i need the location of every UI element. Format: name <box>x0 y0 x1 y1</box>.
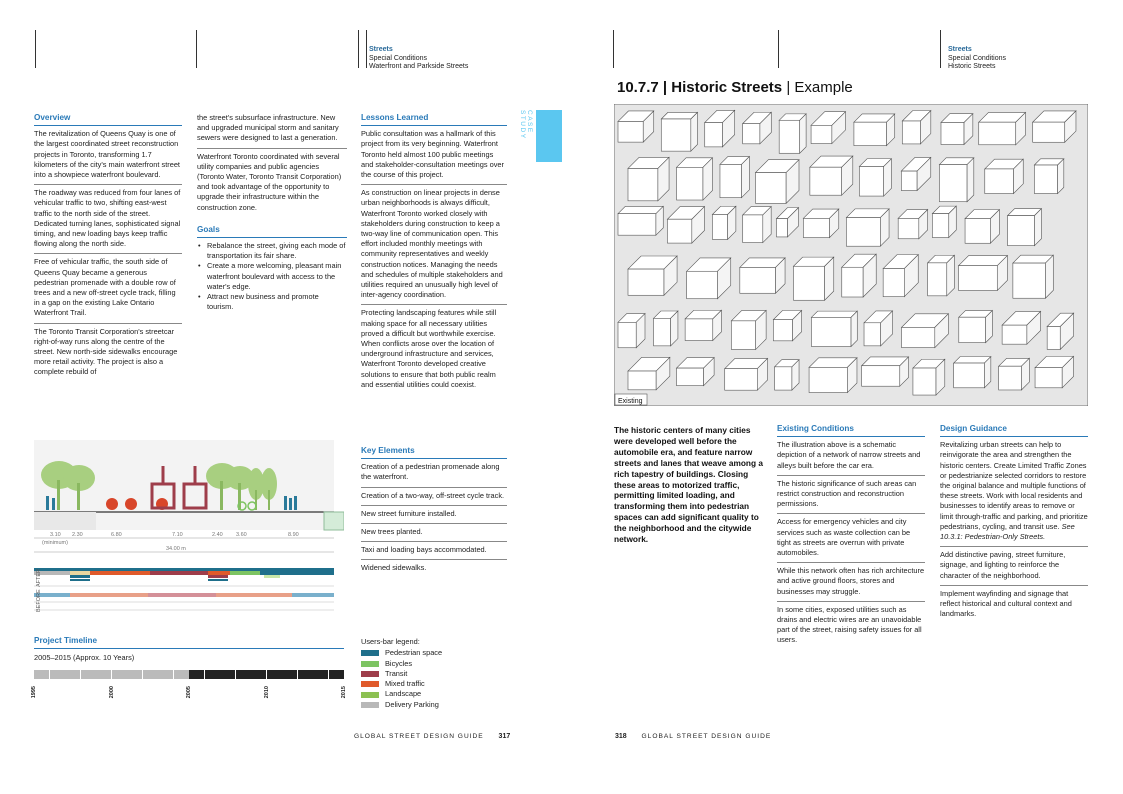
building-facade <box>811 317 851 346</box>
existing-paragraph: While this network often has rich architecture and active ground floors, stores and businesses may struggle. <box>777 562 925 597</box>
timeline-year-label: 2000 <box>109 686 115 699</box>
goals-heading: Goals <box>197 225 347 238</box>
legend-item <box>361 669 507 679</box>
legend-label: Transit <box>385 668 408 678</box>
building-facade <box>941 123 964 145</box>
building-facade <box>756 173 787 204</box>
intro-paragraph: The historic centers of many cities were developed well before the automobile era, and feature narrow streets and lanes that weave among a rich tapestry of buildings. Closing these areas to motorized traffic, permitting limited loading, and transforming them into pedestrian spaces can add significant quality to the neighborhood and the citywide network. <box>614 425 763 545</box>
timeline-year-label: 2015 <box>341 686 347 699</box>
timeline-cell <box>143 670 158 679</box>
building-facade <box>712 214 727 239</box>
building-facade <box>842 267 863 297</box>
legend-item <box>361 689 507 699</box>
header-rule <box>366 30 367 68</box>
lessons-paragraph: Public consultation was a hallmark of this project from its very beginning. Waterfront Toronto held almost 100 public meetings and stakeholder-consultation meetings over the course of this project. <box>361 129 504 180</box>
right-footer <box>615 733 771 740</box>
building-facade <box>1033 122 1065 142</box>
key-element-item: Creation of a pedestrian promenade along the waterfront. <box>361 462 500 482</box>
key-element-item: New trees planted. <box>361 523 507 537</box>
timeline-cell <box>236 670 251 679</box>
overview-paragraph: Waterfront Toronto coordinated with several utility companies and public agencies (Toronto Water, Toronto Transit Corporation) and took advantage of the opportunity to upgrade their infrastructure within the construction zone. <box>197 148 347 213</box>
building-facade <box>618 121 643 142</box>
header-topic: Historic Streets <box>948 63 996 70</box>
guidance-paragraph: Implement wayfinding and signage that reflect historical and cultural context and landmarks. <box>940 585 1088 620</box>
header-rule <box>778 30 779 68</box>
legend-swatch <box>361 681 379 687</box>
timeline-cell <box>298 670 313 679</box>
header-rule <box>613 30 614 68</box>
header-rule <box>358 30 359 68</box>
case-study-label: CASE STUDY <box>519 110 533 140</box>
left-footer <box>354 733 510 740</box>
building-facade <box>985 169 1014 194</box>
timeline-cell <box>81 670 96 679</box>
dimension-label: 2.40 <box>212 532 223 538</box>
goal-item: • Rebalance the street, giving each mode of transportation its fair share. <box>207 241 347 261</box>
building-facade <box>928 263 947 296</box>
legend-label: Pedestrian space <box>385 648 443 658</box>
dimension-label: 3.60 <box>236 532 247 538</box>
key-element-item: New street furniture installed. <box>361 505 507 519</box>
overview-continued <box>197 113 347 312</box>
building-facade <box>628 269 664 295</box>
building-facade <box>705 123 723 147</box>
header-subsection: Special Conditions <box>948 54 1006 62</box>
building-facade <box>810 167 842 195</box>
building-facade <box>1047 327 1060 350</box>
building-facade <box>954 363 985 388</box>
building-facade <box>685 319 713 341</box>
building-side <box>1034 209 1041 246</box>
legend-label: Landscape <box>385 689 422 699</box>
timeline-cell <box>174 670 189 679</box>
building-facade <box>913 368 936 395</box>
case-study-tab <box>519 110 562 162</box>
header-rule <box>940 30 941 68</box>
dimension-label: 6.80 <box>111 532 122 538</box>
legend-item <box>361 700 507 710</box>
before-bars <box>34 593 334 597</box>
existing-conditions-section <box>777 424 925 650</box>
building-facade <box>773 320 792 341</box>
overview-heading: Overview <box>34 113 182 126</box>
building-facade <box>854 122 887 145</box>
building-side <box>947 255 955 296</box>
header-section: Streets <box>369 46 393 53</box>
key-element-item: Creation of a two-way, off-street cycle track. <box>361 487 507 501</box>
header-topic: Waterfront and Parkside Streets <box>369 63 469 70</box>
building-facade <box>999 366 1022 390</box>
building-facade <box>618 322 636 347</box>
building-facade <box>979 122 1016 145</box>
goal-item: • Attract new business and promote tourism. <box>207 292 347 312</box>
timeline-range: 2005–2015 (Approx. 10 Years) <box>34 653 135 663</box>
key-element-item: Widened sidewalks. <box>361 559 507 573</box>
building-facade <box>720 164 742 197</box>
overview-section <box>34 113 182 382</box>
dimension-label: 8.90 <box>288 532 299 538</box>
building-facade <box>743 215 763 243</box>
header-section: Streets <box>948 46 972 53</box>
building-facade <box>1034 165 1057 194</box>
building-facade <box>677 167 703 200</box>
after-bars <box>34 568 334 581</box>
building-facade <box>725 369 758 391</box>
legend-label: Bicycles <box>385 658 413 668</box>
building-facade <box>811 125 832 143</box>
building-facade <box>803 218 829 237</box>
overview-paragraph: Free of vehicular traffic, the south side of Queens Quay became a generous pedestrian promenade with a double row of trees and a new off-street cycle track, filling in a gap on the existing Lake Ontario Waterfront Trail. <box>34 253 182 318</box>
header-subsection: Special Conditions <box>369 54 427 62</box>
building-facade <box>932 214 948 238</box>
building-side <box>1058 159 1064 194</box>
page-number: 318 <box>615 733 627 740</box>
key-elements-section <box>361 446 507 578</box>
timeline-heading: Project Timeline <box>34 636 344 649</box>
timeline-cell <box>282 670 297 679</box>
dimension-label: 3.10 <box>50 532 61 538</box>
legend-swatch <box>361 702 379 708</box>
building-side <box>1045 255 1053 298</box>
lessons-paragraph: Protecting landscaping features while still making space for all necessary utilities proved a difficult but worthwhile exercise. When conflicts arose over the location of underground infrastructure and services, Waterfront Toronto developed creative solutions to ensure that both public realm and essential utilities could coexist. <box>361 304 507 390</box>
existing-paragraph: In some cities, exposed utilities such as drains and electric wires are an unavoidable part of the street, raising safety issues for all users. <box>777 601 925 646</box>
building-facade <box>677 368 704 386</box>
legend-label: Mixed traffic <box>385 679 425 689</box>
cross-reference-link[interactable]: See 10.3.1: Pedestrian-Only Streets. <box>940 521 1075 542</box>
overview-paragraph: The Toronto Transit Corporation's streetcar right-of-way runs along the centre of the street. New north-side sidewalks encourage more retail activity. The project is also a complete rebuild of <box>34 323 182 378</box>
goal-item: • Create a more welcoming, pleasant main waterfront boulevard with access to the water's edge. <box>207 261 347 292</box>
timeline-cell <box>34 670 49 679</box>
timeline-year-label: 2005 <box>186 686 192 699</box>
building-facade <box>731 321 755 350</box>
building-facade <box>654 318 671 346</box>
building-side <box>851 311 857 346</box>
total-width-label: 34.00 m <box>166 546 186 552</box>
page-number: 317 <box>498 733 511 740</box>
legend-swatch <box>361 661 379 667</box>
existing-paragraph: Access for emergency vehicles and city services such as waste collection can be tight as streets are overrun with private automobiles. <box>777 513 925 558</box>
lessons-section <box>361 113 507 394</box>
legend-title: Users-bar legend: <box>361 637 420 646</box>
timeline-cell <box>158 670 173 679</box>
design-guidance-section <box>940 424 1088 623</box>
building-facade <box>1035 368 1062 388</box>
building-facade <box>740 267 776 293</box>
overview-paragraph: the street's subsurface infrastructure. New and upgraded municipal storm and sanitary sewers were designed to last a generation. <box>197 113 339 143</box>
building-facade <box>687 271 718 298</box>
header-rule <box>196 30 197 68</box>
timeline-cell <box>96 670 111 679</box>
legend-item <box>361 659 507 669</box>
design-guidance-heading: Design Guidance <box>940 424 1088 437</box>
timeline-cell <box>50 670 65 679</box>
timeline-year-label: 2010 <box>264 686 270 699</box>
building-side <box>967 158 974 202</box>
footer-book-title: GLOBAL STREET DESIGN GUIDE <box>354 733 484 740</box>
timeline-cell <box>251 670 266 679</box>
header-rule <box>35 30 36 68</box>
legend-swatch <box>361 692 379 698</box>
left-running-header <box>369 46 468 72</box>
building-roof <box>811 311 857 317</box>
existing-conditions-heading: Existing Conditions <box>777 424 925 437</box>
building-facade <box>901 171 917 190</box>
building-facade <box>859 166 883 196</box>
goals-list <box>197 241 347 312</box>
section-number: 10.7.7 <box>617 79 659 96</box>
building-facade <box>864 323 881 346</box>
dimension-label: 7.10 <box>172 532 183 538</box>
guidance-paragraph: Add distinctive paving, street furniture, signage, and lighting to reinforce the character of the neighborhood. <box>940 546 1088 581</box>
building-facade <box>779 120 800 153</box>
timeline-cell <box>313 670 328 679</box>
building-facade <box>898 218 919 238</box>
building-facade <box>661 119 691 151</box>
legend-item <box>361 648 507 658</box>
after-label: AFTER <box>36 568 42 587</box>
dimension-label: 2.30 <box>72 532 83 538</box>
building-facade <box>862 366 900 386</box>
timeline-cell <box>267 670 282 679</box>
building-facade <box>939 165 967 202</box>
existing-paragraph: The illustration above is a schematic depiction of a network of narrow streets and alleys built before the car era. <box>777 440 921 470</box>
building-side <box>691 112 698 151</box>
legend-swatch <box>361 650 379 656</box>
lessons-heading: Lessons Learned <box>361 113 507 126</box>
building-facade <box>809 367 847 392</box>
building-facade <box>1008 216 1035 246</box>
lessons-paragraph: As construction on linear projects in dense urban neighborhoods is always difficult, Waterfront Toronto worked closely with stakeholders during construction to keep a two-way line of communication open. This effort included monthly meetings with community representatives and weekly construction notices. Managing the needs and schedules of multiple stakeholders and utilities required an unusually high level of inter-agency coordination. <box>361 184 507 300</box>
page-title: 10.7.7 | Historic Streets | Example <box>617 79 853 96</box>
timeline-cell <box>220 670 235 679</box>
footer-book-title: GLOBAL STREET DESIGN GUIDE <box>641 733 772 740</box>
legend-swatch <box>361 671 379 677</box>
timeline-cell <box>205 670 220 679</box>
key-elements-heading: Key Elements <box>361 446 507 459</box>
building-facade <box>743 124 760 144</box>
building-facade <box>1002 325 1027 344</box>
timeline-cell <box>65 670 80 679</box>
existing-paragraph: The historic significance of such areas can restrict construction and reconstruction permissions. <box>777 475 925 510</box>
building-facade <box>846 218 880 247</box>
building-facade <box>902 327 935 347</box>
building-side <box>800 114 806 153</box>
building-facade <box>793 266 824 300</box>
timeline-cell <box>189 670 204 679</box>
building-facade <box>883 269 904 297</box>
before-label: BEFORE <box>36 589 42 612</box>
sidewalk-block <box>34 512 96 530</box>
timeline-year-label: 1995 <box>31 686 37 699</box>
title-suffix: Example <box>794 79 853 96</box>
timeline-section <box>34 636 344 667</box>
illustration-label: Existing <box>618 398 643 405</box>
building-facade <box>776 219 787 237</box>
timeline-cell <box>112 670 127 679</box>
building-roof <box>618 206 663 213</box>
section-name: Historic Streets <box>671 79 783 96</box>
building-facade <box>959 266 998 291</box>
legend-label: Delivery Parking <box>385 699 439 709</box>
building-facade <box>959 317 986 342</box>
overview-paragraph: The roadway was reduced from four lanes of vehicular traffic to two, shifting east-west traffic to the north side of the street. Dedicated turning lanes, sophisticated signal timing, and new loading bays keep traffic flowing along the north side. <box>34 184 182 249</box>
minimum-label: (minimum) <box>42 540 68 546</box>
street-section-diagram <box>34 440 344 615</box>
right-running-header <box>948 46 1006 72</box>
timeline-cell <box>329 670 344 679</box>
building-facade <box>775 367 792 390</box>
building-facade <box>628 168 658 200</box>
building-facade <box>628 371 656 390</box>
historic-streets-illustration <box>614 104 1088 406</box>
overview-paragraph: The revitalization of Queens Quay is one of the largest coordinated street reconstruction projects in Toronto, transforming 1.7 kilometers of the city's main waterfront street into a showpiece waterfront boulevard. <box>34 129 180 180</box>
building-facade <box>1013 263 1046 298</box>
key-element-item: Taxi and loading bays accommodated. <box>361 541 507 555</box>
timeline-cell <box>127 670 142 679</box>
guidance-paragraph: Revitalizing urban streets can help to reinvigorate the area and strengthen the historic centers. Create Limited Traffic Zones or pedestrianize selected corridors to restore the original balance and multiple functions of these streets. Work with local residents and businesses to identify areas to remove or limit through-traffic and parking, and prioritize pedestrians, cycling, and transit use. See 10.3.1: Pedestrian-Only Streets. <box>940 440 1088 542</box>
legend-item <box>361 679 507 689</box>
building-facade <box>902 121 920 144</box>
users-bar-legend <box>361 637 507 710</box>
water-block <box>324 512 344 530</box>
building-facade <box>965 219 990 244</box>
building-facade <box>618 214 656 236</box>
building-facade <box>667 219 691 243</box>
